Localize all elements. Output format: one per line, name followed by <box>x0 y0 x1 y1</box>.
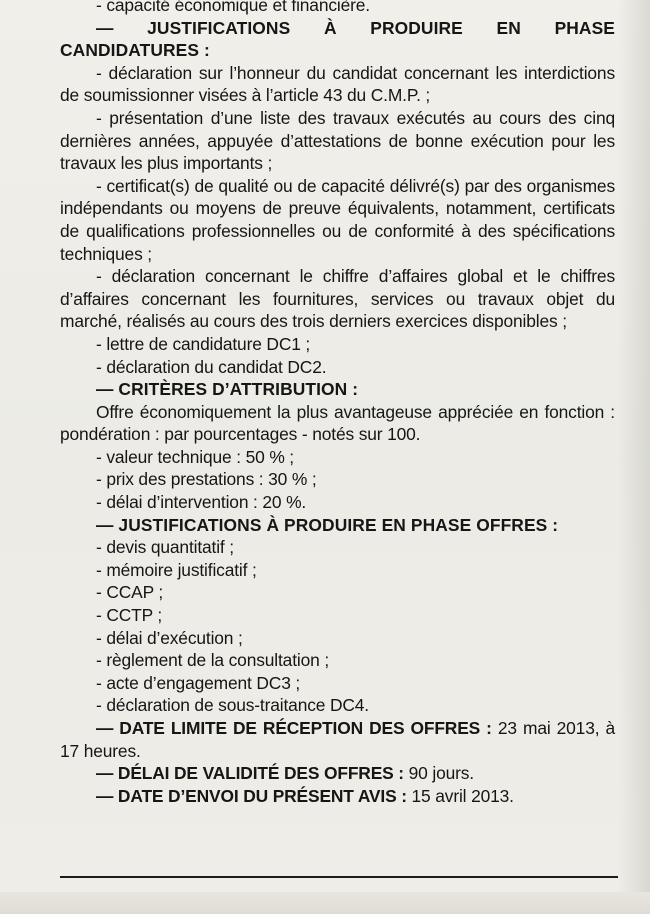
deadline-receipt-value: 23 mai 2013, à 17 heures. <box>60 718 616 761</box>
notice-send-date-value: 15 avril 2013. <box>411 785 514 806</box>
item-dc2: - déclaration du candidat DC2. <box>96 356 327 377</box>
offer-item-dc4: - déclaration de sous-traitance DC4. <box>96 695 369 716</box>
criterion-technical-value: - valeur technique : 50 % ; <box>96 446 294 467</box>
deadline-receipt <box>60 717 615 762</box>
award-intro: Offre économiquement la plus avantageuse appréciée en fonction : pondération : par pourcentages - notés sur 100. <box>60 401 615 445</box>
item-quality-certificates: - certificat(s) de qualité ou de capacité délivré(s) par des organismes indépendants ou moyens de preuve équivalents, notamment, certificats de qualifications professionnelles ou de conformité à des spécifications techniques ; <box>60 175 615 264</box>
article-column <box>60 0 615 807</box>
item-honor-declaration: - déclaration sur l’honneur du candidat concernant les interdictions de soumissionner visées à l’article 43 du C.M.P. ; <box>60 62 615 106</box>
offer-item-ccap: - CCAP ; <box>96 582 164 603</box>
offer-validity-label: — DÉLAI DE VALIDITÉ DES OFFRES : <box>96 763 404 784</box>
heading-candidature-justifications: — JUSTIFICATIONS À PRODUIRE EN PHASE CANDIDATURES : <box>60 17 615 61</box>
notice-send-date-label: — DATE D’ENVOI DU PRÉSENT AVIS : <box>96 785 407 806</box>
notice-send-date <box>60 785 615 808</box>
offer-item-consultation-rules: - règlement de la consultation ; <box>96 650 330 671</box>
heading-award-criteria: — CRITÈRES D’ATTRIBUTION : <box>96 379 359 400</box>
criterion-delay: - délai d’intervention : 20 %. <box>96 492 307 513</box>
page-edge-shadow <box>618 0 650 914</box>
offer-item-technical-memo: - mémoire justificatif ; <box>96 559 257 580</box>
offer-item-cctp: - CCTP ; <box>96 605 163 626</box>
offer-validity <box>60 762 615 785</box>
heading-offer-justifications: — JUSTIFICATIONS À PRODUIRE EN PHASE OFFRES : <box>96 514 559 535</box>
item-works-list: - présentation d’une liste des travaux exécutés au cours des cinq dernières années, appuyée d’attestations de bonne exécution pour les travaux les plus importants ; <box>60 107 615 174</box>
offer-item-execution-delay: - délai d’exécution ; <box>96 627 243 648</box>
page-bottom-margin <box>0 892 650 914</box>
offer-item-quantitative-estimate: - devis quantitatif ; <box>96 537 234 558</box>
item-dc1: - lettre de candidature DC1 ; <box>96 333 311 354</box>
line-financial-capacity: - capacité économique et financière. <box>96 0 370 15</box>
closing-rule <box>60 876 618 878</box>
criterion-price: - prix des prestations : 30 % ; <box>96 469 317 490</box>
offer-item-dc3: - acte d’engagement DC3 ; <box>96 672 301 693</box>
deadline-receipt-label: — DATE LIMITE DE RÉCEPTION DES OFFRES : <box>96 718 492 738</box>
offer-validity-value: 90 jours. <box>408 763 474 784</box>
item-turnover-declaration: - déclaration concernant le chiffre d’affaires global et le chiffres d’affaires concernant les fournitures, services ou travaux objet du marché, réalisés au cours des trois derniers exercices disponibles ; <box>60 266 615 332</box>
